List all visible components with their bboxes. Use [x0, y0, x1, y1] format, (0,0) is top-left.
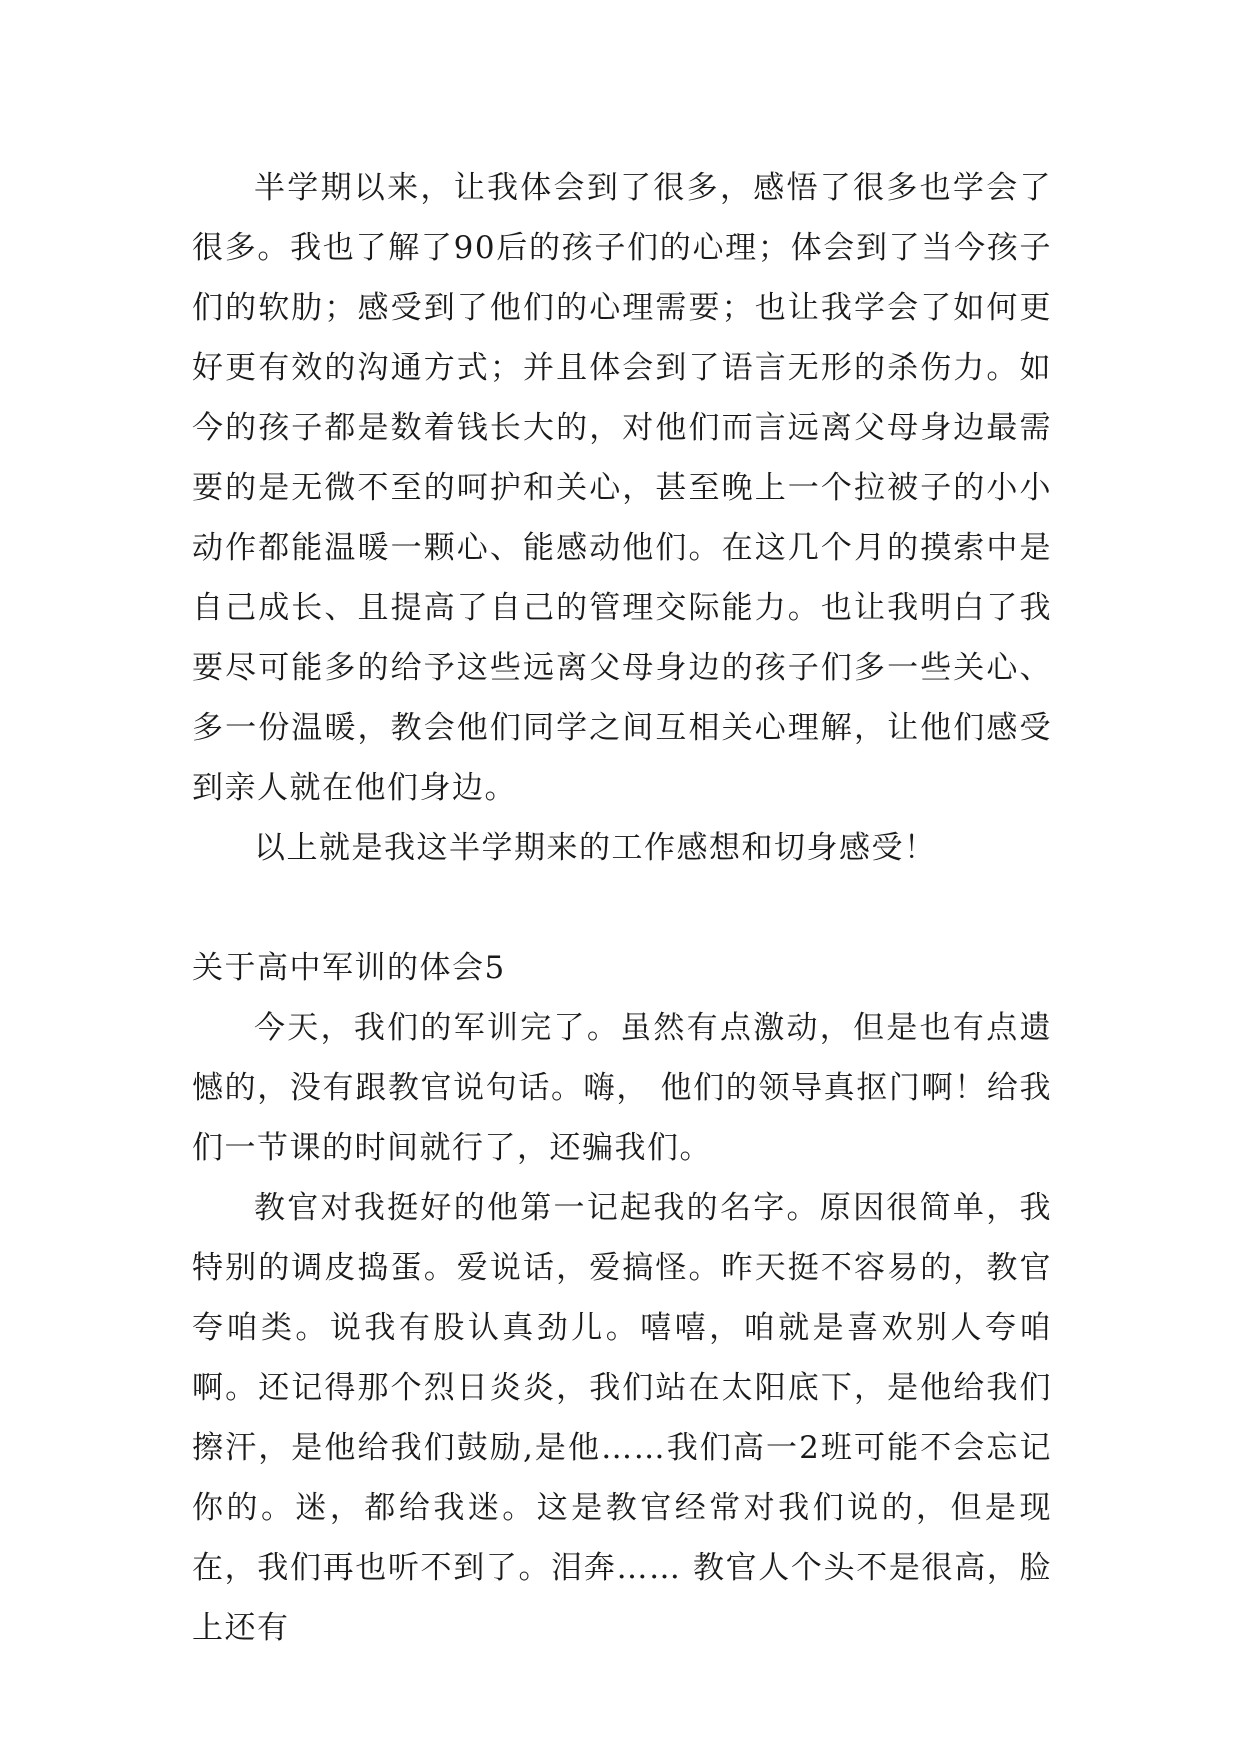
paragraph-closing: 以上就是我这半学期来的工作感想和切身感受！ [254, 830, 937, 866]
document-body [192, 158, 1052, 1658]
paragraph-instructor: 教官对我挺好的他第一记起我的名字。原因很简单，我特别的调皮捣蛋。爱说话，爱搞怪。昨天挺不容易的，教官夸咱类。说我有股认真劲儿。嘻嘻，咱就是喜欢别人夸咱啊。还记得那个烈日炎炎，我们站在太阳底下，是他给我们擦汗，是他给我们鼓励,是他……我们高一2班可能不会忘记你的。迷，都给我迷。这是教官经常对我们说的，但是现在，我们再也听不到了。泪奔…… 教官人个头不是很高，脸上还有 [192, 1190, 1052, 1646]
section-heading: 关于高中军训的体会5 [192, 950, 506, 986]
paragraph-training-end: 今天，我们的军训完了。虽然有点激动，但是也有点遗憾的，没有跟教官说句话。嗨， 他们的领导真抠门啊！给我们一节课的时间就行了，还骗我们。 [192, 1010, 1052, 1166]
paragraph-reflection: 半学期以来，让我体会到了很多，感悟了很多也学会了很多。我也了解了90后的孩子们的心理；体会到了当今孩子们的软肋；感受到了他们的心理需要；也让我学会了如何更好更有效的沟通方式；并且体会到了语言无形的杀伤力。如今的孩子都是数着钱长大的，对他们而言远离父母身边最需要的是无微不至的呵护和关心，甚至晚上一个拉被子的小小动作都能温暖一颗心、能感动他们。在这几个月的摸索中是自己成长、且提高了自己的管理交际能力。也让我明白了我要尽可能多的给予这些远离父母身边的孩子们多一些关心、多一份温暖，教会他们同学之间互相关心理解，让他们感受到亲人就在他们身边。 [192, 170, 1052, 806]
section-spacer [192, 878, 1052, 938]
